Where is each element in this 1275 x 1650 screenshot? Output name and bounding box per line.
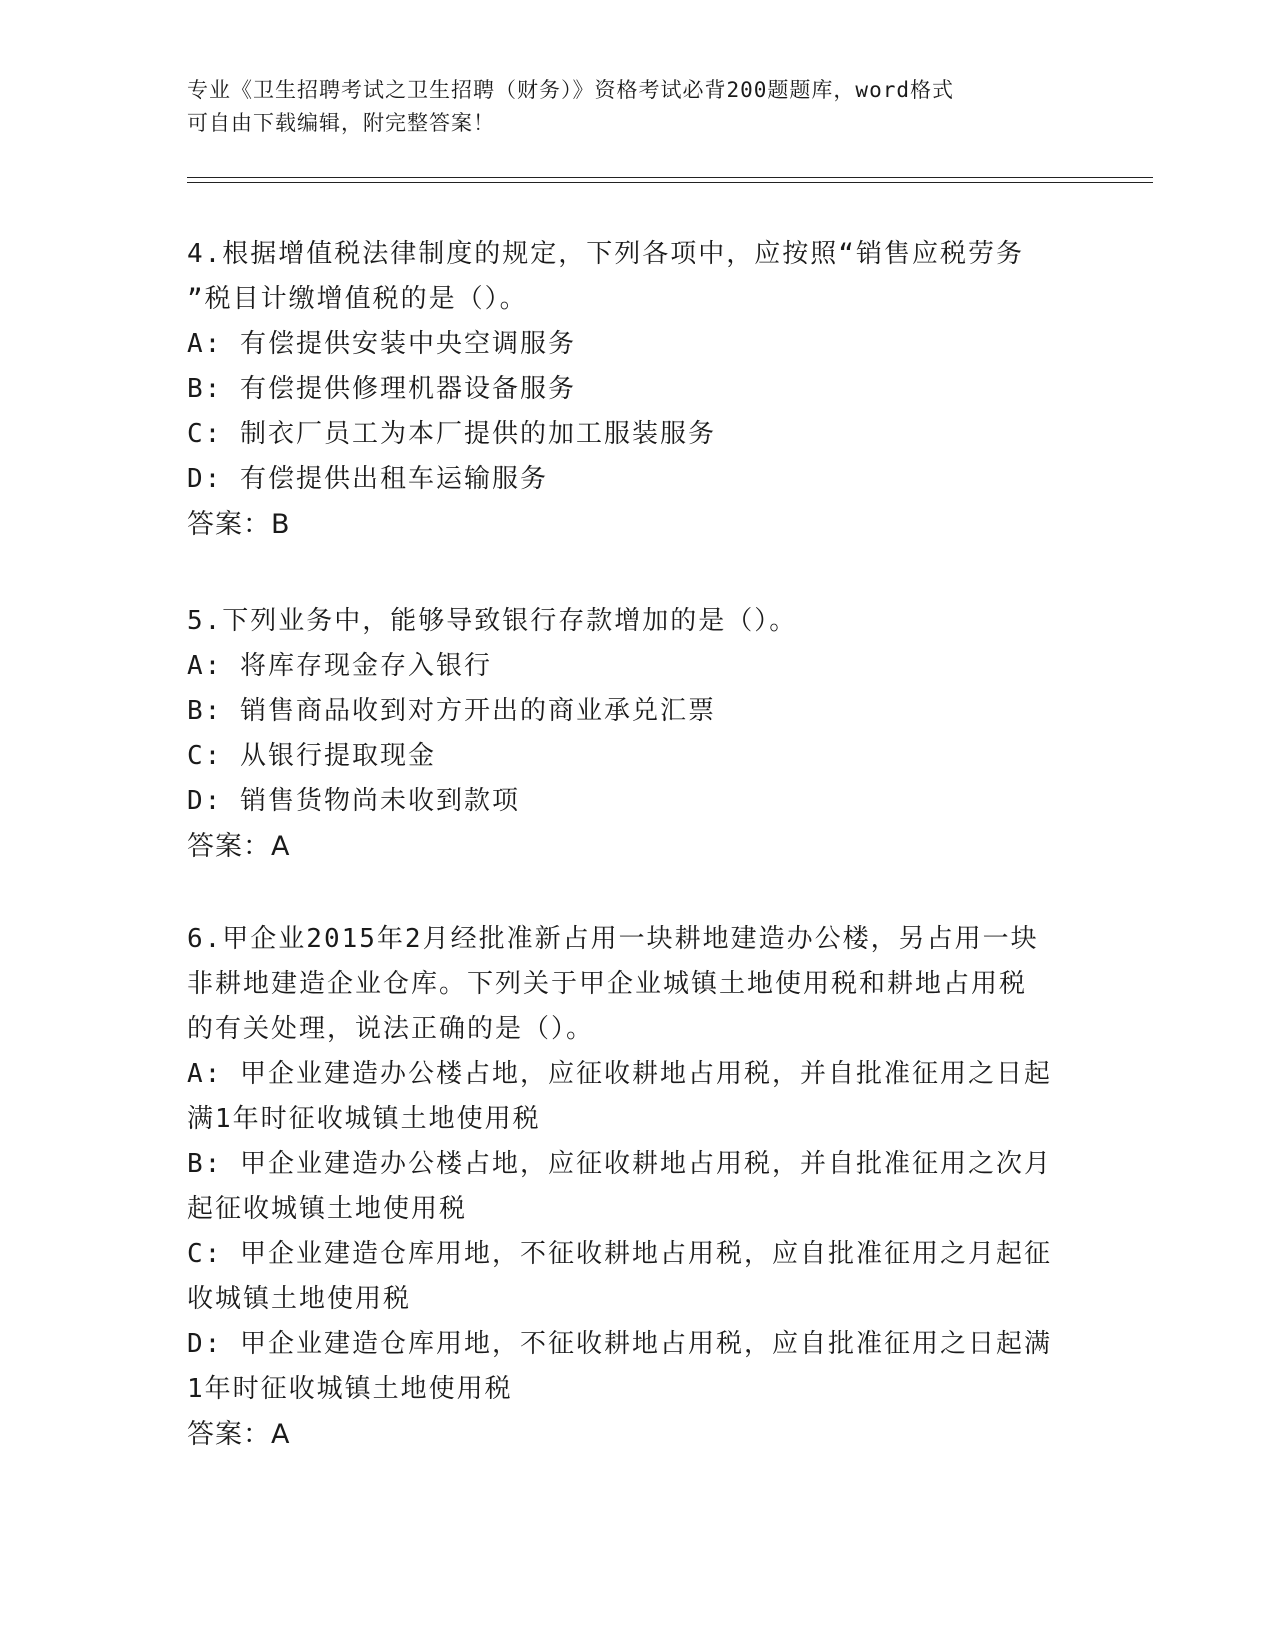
option-a: A: 有偿提供安装中央空调服务 xyxy=(187,329,576,359)
option-a-line-1: A: 甲企业建造办公楼占地，应征收耕地占用税，并自批准征用之日起 xyxy=(187,1059,1052,1089)
option-b: B: 销售商品收到对方开出的商业承兑汇票 xyxy=(187,696,716,726)
header-line-1: 专业《卫生招聘考试之卫生招聘（财务）》资格考试必背200题题库，word格式 xyxy=(187,78,954,102)
answer: 答案：B xyxy=(187,509,291,540)
question-6 xyxy=(187,917,1087,1457)
question-5 xyxy=(187,599,1087,869)
option-d: D: 有偿提供出租车运输服务 xyxy=(187,464,548,494)
header-line-2: 可自由下载编辑，附完整答案！ xyxy=(187,111,495,135)
question-text-line: 非耕地建造企业仓库。下列关于甲企业城镇土地使用税和耕地占用税 xyxy=(187,969,1028,999)
option-d-line-1: D: 甲企业建造仓库用地，不征收耕地占用税，应自批准征用之日起满 xyxy=(187,1329,1052,1359)
answer: 答案：A xyxy=(187,1419,291,1450)
option-d: D: 销售货物尚未收到款项 xyxy=(187,786,520,816)
option-b-line-1: B: 甲企业建造办公楼占地，应征收耕地占用税，并自批准征用之次月 xyxy=(187,1149,1052,1179)
option-a: A: 将库存现金存入银行 xyxy=(187,651,492,681)
option-c-line-1: C: 甲企业建造仓库用地，不征收耕地占用税，应自批准征用之月起征 xyxy=(187,1239,1052,1269)
option-c: C: 制衣厂员工为本厂提供的加工服装服务 xyxy=(187,419,716,449)
question-4 xyxy=(187,232,1087,547)
question-text-line: ”税目计缴增值税的是（）。 xyxy=(187,284,528,314)
option-c-line-2: 收城镇土地使用税 xyxy=(187,1284,412,1314)
document-header xyxy=(187,74,1067,140)
header-divider-bottom xyxy=(187,182,1153,183)
option-d-line-2: 1年时征收城镇土地使用税 xyxy=(187,1374,513,1404)
option-b-line-2: 起征收城镇土地使用税 xyxy=(187,1194,468,1224)
header-divider-top xyxy=(187,177,1153,178)
question-text-line: 4.根据增值税法律制度的规定，下列各项中，应按照“销售应税劳务 xyxy=(187,239,1024,269)
option-c: C: 从银行提取现金 xyxy=(187,741,436,771)
question-text-line: 的有关处理，说法正确的是（）。 xyxy=(187,1014,595,1044)
answer: 答案：A xyxy=(187,831,291,862)
option-a-line-2: 满1年时征收城镇土地使用税 xyxy=(187,1104,541,1134)
question-text-line: 6.甲企业2015年2月经批准新占用一块耕地建造办公楼，另占用一块 xyxy=(187,924,1039,954)
question-text-line: 5.下列业务中，能够导致银行存款增加的是（）。 xyxy=(187,606,798,636)
option-b: B: 有偿提供修理机器设备服务 xyxy=(187,374,576,404)
